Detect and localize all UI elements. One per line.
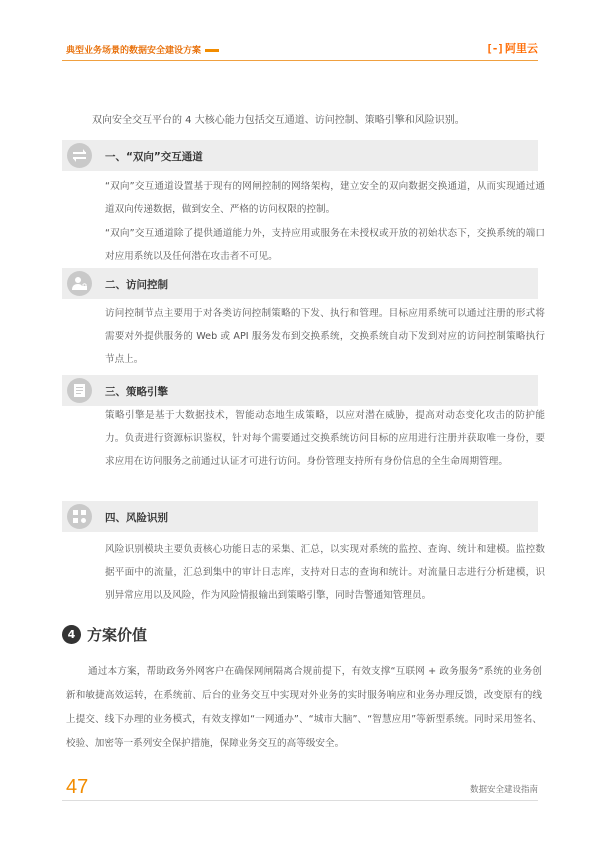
channel-icon — [67, 143, 92, 168]
header-accent-bar — [205, 49, 219, 52]
section-paragraph: “双向”交互通道除了提供通道能力外，支持应用或服务在未授权或开放的初始状态下，交换系统的端口对应用系统以及任何潜在攻击者不可见。 — [105, 228, 545, 262]
section-paragraph: 风险识别模块主要负责核心功能日志的采集、汇总，以实现对系统的监控、查询、统计和建模。监控数据平面中的流量，汇总到集中的审计日志库，支持对日志的查询和统计。对流量日志进行分析建模，识别异常应用以及风险，作为风险情报输出到策略引擎，同时告警通知管理员。 — [105, 544, 545, 601]
section-header-channel — [62, 140, 538, 171]
header-divider — [62, 60, 538, 61]
document-icon — [67, 378, 92, 403]
section-paragraph: 策略引擎是基于大数据技术，智能动态地生成策略，以应对潜在威胁，提高对动态变化攻击的防护能力。负责进行资源标识鉴权，针对每个需要通过交换系统访问目标的应用进行注册并获取唯一身份，要求应用在访问服务之前通过认证才可进行访问。身份管理支持所有身份信息的全生命周期管理。 — [105, 410, 545, 467]
page-number: 47 — [66, 776, 89, 798]
section-title: 四、风险识别 — [105, 512, 168, 524]
section-title: 三、策略引擎 — [105, 386, 168, 398]
logo-text: 阿里云 — [505, 42, 538, 55]
value-paragraph: 通过本方案，帮助政务外网客户在确保网闸隔离合规前提下，有效支撑“互联网 + 政务服务”系统的业务创新和敏捷高效运转，在系统前、后台的业务交互中实现对外业务的实时服务响应和业务办理反馈，改变原有的线上提交、线下办理的业务模式，有效支撑如“一网通办”、“城市大脑”、“智慧应用”等新型系统。同时采用签名、校验、加密等一系列安全保护措施，保障业务交互的高等级安全。 — [66, 666, 542, 749]
section-number-badge: 4 — [62, 625, 81, 644]
header-title-text: 典型业务场景的数据安全建设方案 — [66, 46, 202, 56]
page-header — [0, 0, 600, 62]
aliyun-logo — [486, 40, 538, 56]
value-section-title: 方案价值 — [87, 626, 148, 644]
section-paragraph: “双向”交互通道设置基于现有的网闸控制的网络架构，建立安全的双向数据交换通道，从而实现通过通道双向传递数据，做到安全、严格的访问权限的控制。 — [105, 181, 545, 215]
value-section-heading — [62, 624, 147, 645]
footer-title: 数据安全建设指南 — [469, 785, 538, 795]
section-title: 一、“双向”交互通道 — [105, 151, 203, 163]
section-title: 二、访问控制 — [105, 279, 168, 291]
section-header-risk — [62, 501, 538, 532]
user-lock-icon — [67, 271, 92, 296]
risk-icon — [67, 504, 92, 529]
section-header-policy-engine — [62, 375, 538, 406]
logo-mark: [-] — [486, 41, 503, 55]
footer-divider — [62, 800, 538, 801]
header-title — [66, 43, 219, 56]
intro-paragraph: 双向安全交互平台的 4 大核心能力包括交互通道、访问控制、策略引擎和风险识别。 — [92, 115, 465, 126]
section-header-access-control — [62, 268, 538, 299]
section-paragraph: 访问控制节点主要用于对各类访问控制策略的下发、执行和管理。目标应用系统可以通过注册的形式将需要对外提供服务的 Web 或 API 服务发布到交换系统，交换系统自动下发到对应的访问控制策略执行节点上。 — [105, 308, 545, 365]
